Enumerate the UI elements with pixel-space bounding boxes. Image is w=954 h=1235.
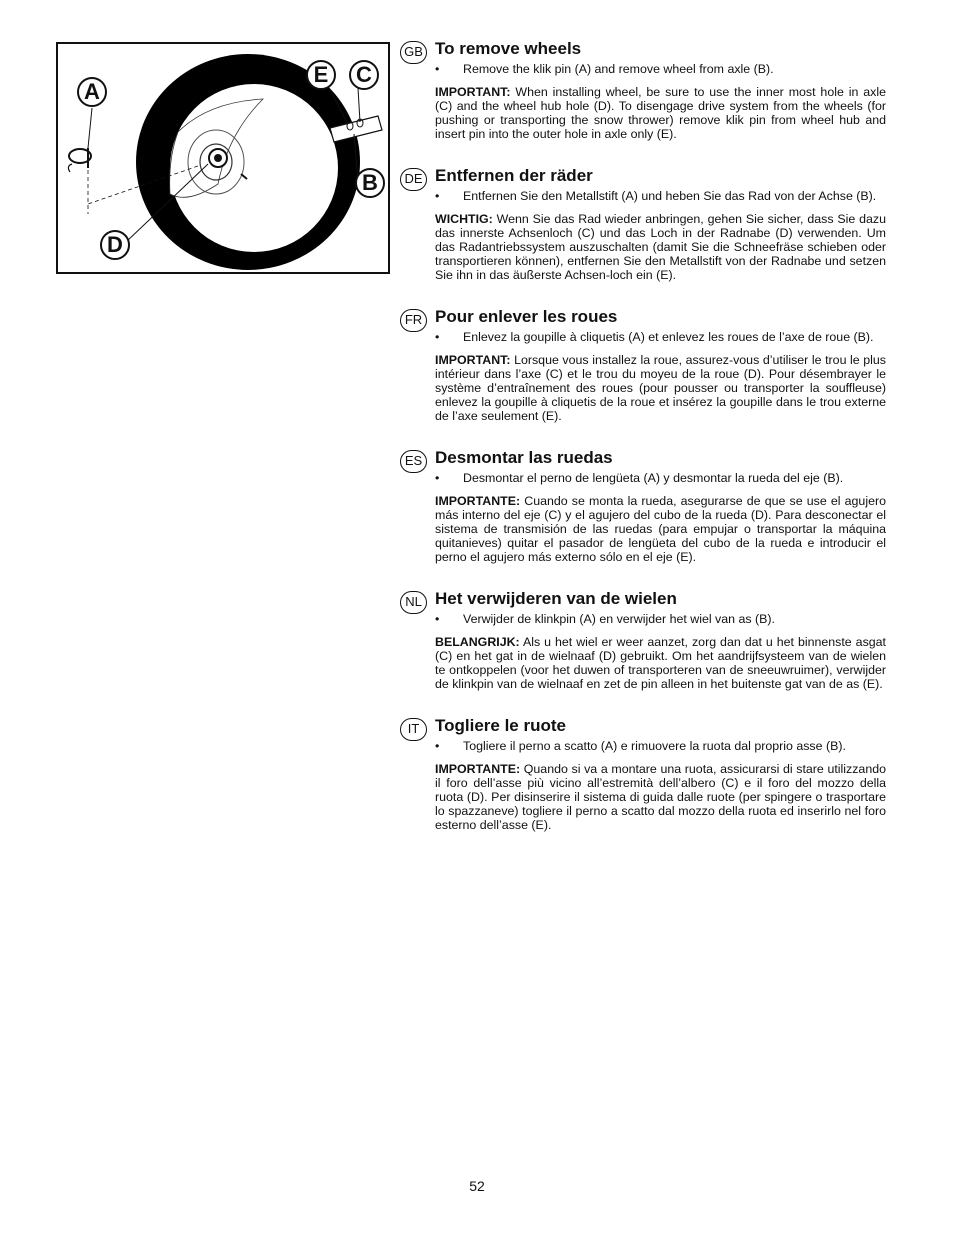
bullet-text: Entfernen Sie den Metallstift (A) und heben Sie das Rad von der Achse (B).: [463, 189, 877, 203]
important-text: Cuando se monta la rueda, asegurarse de que se use el agujero más interno del eje (C) y el agujero del cubo de la rueda (D). Para desconectar el sistema de transmisión de las ruedas (para empujar o transportar la máquina quitanieves) quitar el pasador de lengüeta del cubo de la rueda e introducir el perno el agujero más externo sólo en el eje (E).: [435, 494, 886, 564]
important-note: [435, 762, 886, 832]
page-number: 52: [469, 1178, 485, 1194]
bullet-symbol: •: [435, 330, 440, 344]
section-nl: [400, 588, 886, 691]
language-badge: GB: [400, 41, 427, 64]
important-label: IMPORTANTE:: [435, 494, 521, 508]
important-label: IMPORTANTE:: [435, 762, 521, 776]
bullet-item: [435, 471, 886, 485]
section-title: Entfernen der räder: [435, 166, 593, 185]
bullet-symbol: •: [435, 739, 440, 753]
callout-b: B: [355, 168, 385, 198]
language-badge: DE: [400, 168, 427, 191]
callout-e: E: [306, 60, 336, 90]
important-note: [435, 212, 886, 282]
bullet-text: Verwijder de klinkpin (A) en verwijder het wiel van as (B).: [463, 612, 775, 626]
bullet-item: [435, 189, 886, 203]
bullet-text: Enlevez la goupille à cliquetis (A) et enlevez les roues de l’axe de roue (B).: [463, 330, 874, 344]
section-es: [400, 447, 886, 564]
language-badge: FR: [400, 309, 427, 332]
important-label: WICHTIG:: [435, 212, 493, 226]
language-badge: ES: [400, 450, 427, 473]
important-note: [435, 85, 886, 141]
section-title: Pour enlever les roues: [435, 307, 618, 326]
callout-a: A: [77, 77, 107, 107]
language-badge: NL: [400, 591, 427, 614]
bullet-symbol: •: [435, 189, 440, 203]
important-label: BELANGRIJK:: [435, 635, 520, 649]
bullet-text: Remove the klik pin (A) and remove wheel from axle (B).: [463, 62, 774, 76]
section-title: To remove wheels: [435, 39, 582, 58]
section-title: Desmontar las ruedas: [435, 448, 613, 467]
wheel-removal-illustration: [56, 42, 390, 274]
important-note: [435, 353, 886, 423]
bullet-item: [435, 612, 886, 626]
language-badge: IT: [400, 718, 427, 741]
important-text: Lorsque vous installez la roue, assurez-vous d’utiliser le trou le plus intérieur dans l’axe (C) et le trou du moyeu de la roue (D). Pour désembrayer le système d’entraînement des roues (pour pousser ou transporter la souffleuse) enlevez la goupille à cliquetis de la roue et insérez la goupille dans le trou externe de l’axe seulement (E).: [435, 353, 886, 423]
bullet-item: [435, 330, 886, 344]
bullet-symbol: •: [435, 471, 440, 485]
instruction-column: [400, 38, 886, 832]
important-text: Wenn Sie das Rad wieder anbringen, gehen Sie sicher, dass Sie dazu das innerste Achsenloch (C) und das Loch in der Radnabe (D) verwenden. Um das Radantriebssystem auszuschalten (damit Sie die Schneefräse schieben oder transportieren können), entfernen Sie den Metallstift von der Radnabe und setzen Sie ihn in das äußerste Achsen-loch ein (E).: [435, 212, 886, 282]
important-note: [435, 635, 886, 691]
important-text: Quando si va a montare una ruota, assicurarsi di stare utilizzando il foro dell’asse più vicino all’estremità dell’albero (C) e il foro del mozzo della ruota (D). Per disinserire il sistema di guida dalle ruote (per spingere o trasportare lo spazzaneve) togliere il perno a scatto dal mozzo della ruota ed inserirlo nel foro esterno dell’asse (E).: [435, 762, 886, 832]
callout-d: D: [100, 230, 130, 260]
important-label: IMPORTANT:: [435, 85, 511, 99]
section-title: Het verwijderen van de wielen: [435, 589, 677, 608]
important-note: [435, 494, 886, 564]
important-text: Als u het wiel er weer aanzet, zorg dan dat u het binnenste asgat (C) en het gat in de wielnaaf (D) gebruikt. Om het aandrijfsysteem van de wielen te ontkoppelen (voor het duwen of transporteren van de sneeuwruimer), verwijder de klinkpin van de wielnaaf en zet de pin alleen in het buitenste gat van de as (E).: [435, 635, 886, 691]
section-gb: [400, 38, 886, 141]
section-it: [400, 715, 886, 832]
bullet-symbol: •: [435, 612, 440, 626]
bullet-text: Desmontar el perno de lengüeta (A) y desmontar la rueda del eje (B).: [463, 471, 844, 485]
section-fr: [400, 306, 886, 423]
section-title: Togliere le ruote: [435, 716, 566, 735]
important-text: When installing wheel, be sure to use the inner most hole in axle (C) and the wheel hub hole (D). To disengage drive system from the wheels (for pushing or transporting the snow thrower) remove klik pin from wheel hub and insert pin into the outer hole in axle only (E).: [435, 85, 886, 141]
section-de: [400, 165, 886, 282]
important-label: IMPORTANT:: [435, 353, 511, 367]
bullet-item: [435, 739, 886, 753]
callout-c: C: [349, 60, 379, 90]
bullet-item: [435, 62, 886, 76]
bullet-text: Togliere il perno a scatto (A) e rimuovere la ruota dal proprio asse (B).: [463, 739, 846, 753]
bullet-symbol: •: [435, 62, 440, 76]
